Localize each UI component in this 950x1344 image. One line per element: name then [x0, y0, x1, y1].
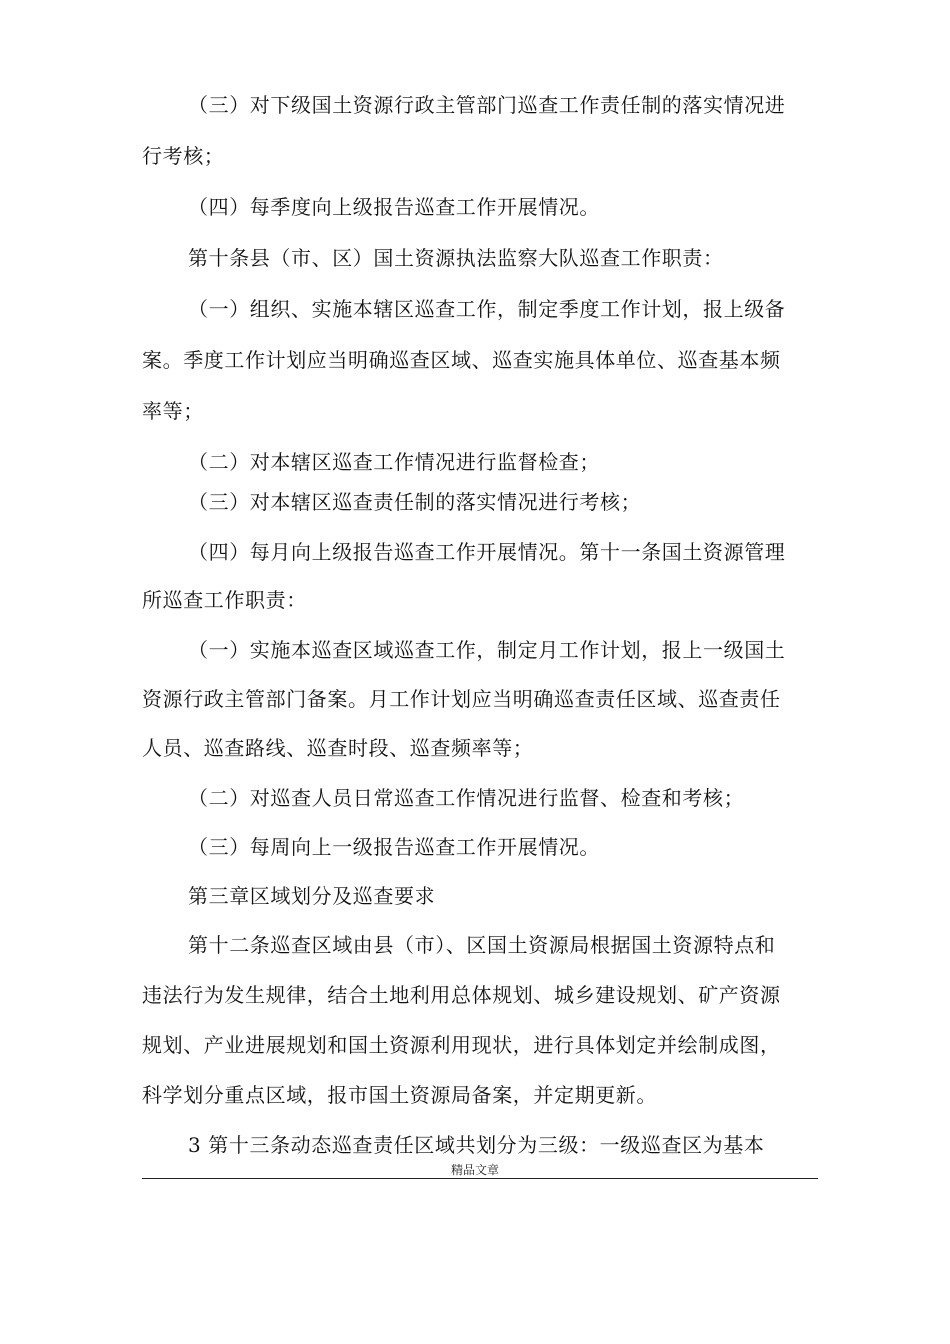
- text-line: （二）对巡查人员日常巡查工作情况进行监督、检查和考核；: [188, 786, 745, 810]
- text-line: 人员、巡查路线、巡查时段、巡查频率等；: [142, 736, 534, 760]
- chapter-heading: 第三章区域划分及巡查要求: [188, 884, 436, 908]
- text-line: （三）每周向上一级报告巡查工作开展情况。: [188, 835, 600, 859]
- text-line: 行考核；: [142, 144, 225, 168]
- footer-label: 精品文章: [450, 1163, 499, 1177]
- section-heading: 第十条县（市、区）国土资源执法监察大队巡查工作职责：: [188, 246, 724, 270]
- text-line: 第十二条巡查区域由县（市）、区国土资源局根据国土资源特点和: [188, 933, 776, 957]
- text-line: （二）对本辖区巡查工作情况进行监督检查；: [188, 450, 600, 474]
- text-line: 所巡查工作职责：: [142, 588, 307, 612]
- text-line: 资源行政主管部门备案。月工作计划应当明确巡查责任区域、巡查责任: [142, 687, 781, 711]
- text-line: 违法行为发生规律，结合土地利用总体规划、城乡建设规划、矿产资源: [142, 983, 781, 1007]
- text-line: （一）组织、实施本辖区巡查工作，制定季度工作计划，报上级备: [188, 297, 786, 321]
- text-line: 科学划分重点区域，报市国土资源局备案，并定期更新。: [142, 1083, 657, 1107]
- text-line: （四）每月向上级报告巡查工作开展情况。第十一条国土资源管理: [188, 540, 786, 564]
- text-line: 率等；: [142, 399, 204, 423]
- footer-divider: [142, 1178, 818, 1179]
- text-line: （三）对本辖区巡查责任制的落实情况进行考核；: [188, 490, 642, 514]
- text-line: （三）对下级国土资源行政主管部门巡查工作责任制的落实情况进: [188, 93, 786, 117]
- text-line: （四）每季度向上级报告巡查工作开展情况。: [188, 195, 600, 219]
- text-line: 3 第十三条动态巡查责任区域共划分为三级：一级巡查区为基本: [188, 1133, 765, 1157]
- text-line: 规划、产业进展规划和国土资源利用现状，进行具体划定并绘制成图，: [142, 1033, 781, 1057]
- text-line: （一）实施本巡查区域巡查工作，制定月工作计划，报上一级国土: [188, 638, 786, 662]
- text-line: 案。季度工作计划应当明确巡查区域、巡查实施具体单位、巡查基本频: [142, 348, 781, 372]
